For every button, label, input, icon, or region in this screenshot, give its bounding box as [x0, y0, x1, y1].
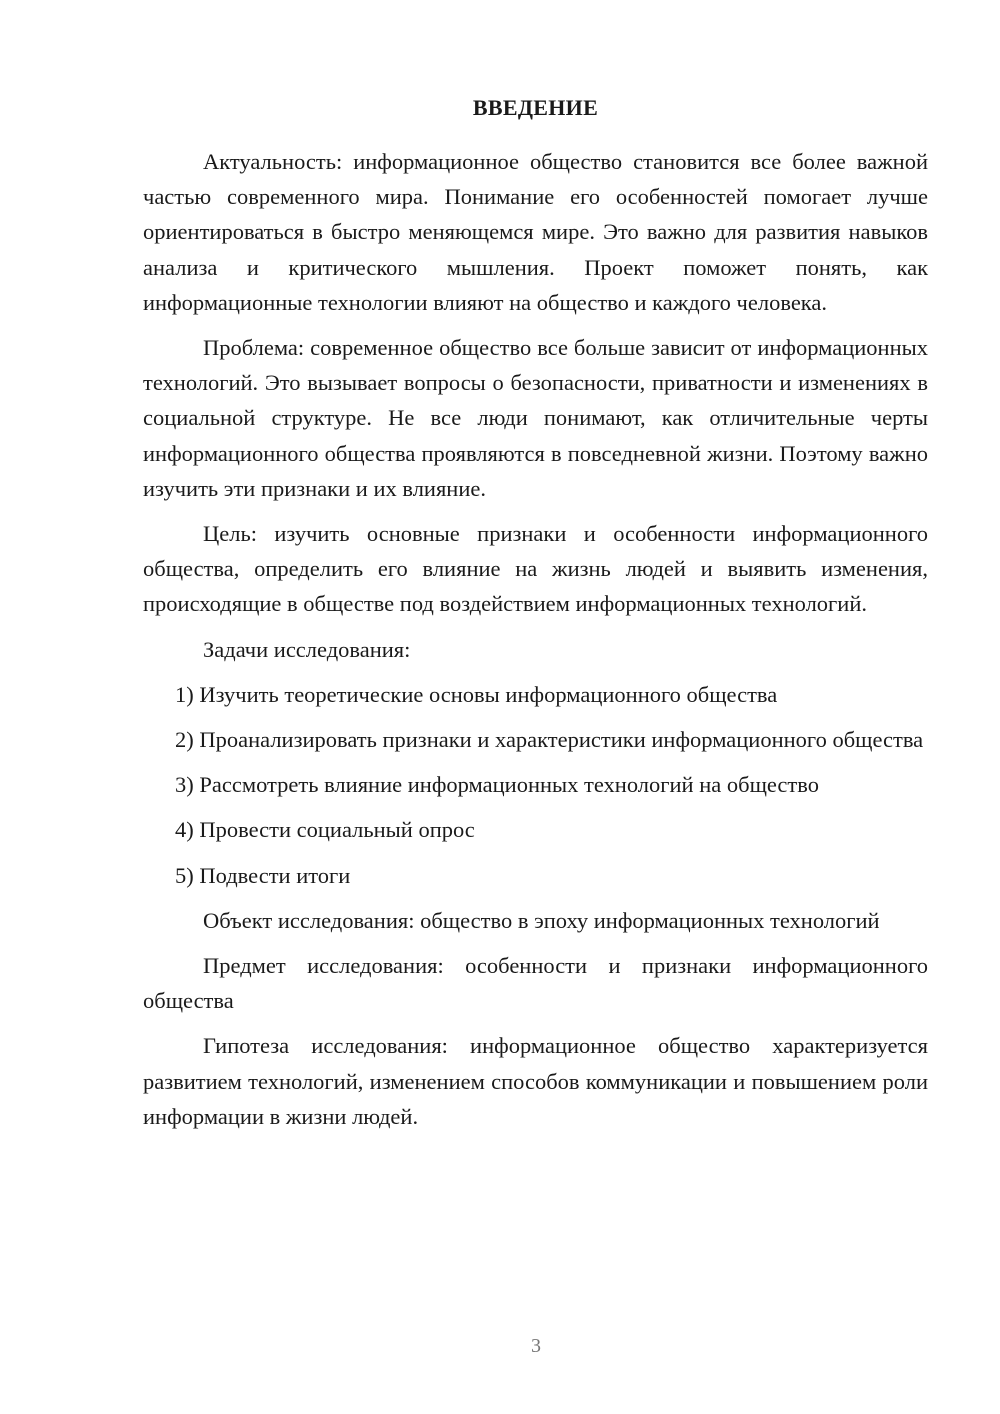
relevance-paragraph: Актуальность: информационное общество становится все более важной частью современного мира. Понимание его особенностей помогает лучше ориентироваться в быстро меняющемся мире. Это важно для развития навыков анализа и критического мышления. Проект поможет понять, как информационные технологии влияют на общество и каждого человека.	[143, 149, 928, 315]
task-item-4: 4) Провести социальный опрос	[175, 817, 475, 843]
task-item-5: 5) Подвести итоги	[175, 862, 351, 888]
task-item-2: 2) Проанализировать признаки и характеристики информационного общества	[175, 727, 924, 753]
page-title: ВВЕДЕНИЕ	[472, 95, 599, 120]
task-item-1: 1) Изучить теоретические основы информационного общества	[175, 681, 778, 707]
subject-paragraph: Предмет исследования: особенности и признаки информационного общества	[143, 953, 928, 1014]
document-page	[143, 92, 928, 1144]
goal-paragraph: Цель: изучить основные признаки и особенности информационного общества, определить его влияние на жизнь людей и выявить изменения, происходящие в обществе под воздействием информационных технологий.	[143, 521, 928, 617]
hypothesis-paragraph: Гипотеза исследования: информационное общество характеризуется развитием технологий, изменением способов коммуникации и повышением роли информации в жизни людей.	[143, 1033, 928, 1129]
task-item-3: 3) Рассмотреть влияние информационных технологий на общество	[175, 772, 819, 798]
problem-paragraph: Проблема: современное общество все больше зависит от информационных технологий. Это вызывает вопросы о безопасности, приватности и изменениях в социальной структуре. Не все люди понимают, как отличительные черты информационного общества проявляются в повседневной жизни. Поэтому важно изучить эти признаки и их влияние.	[143, 335, 928, 501]
object-paragraph: Объект исследования: общество в эпоху информационных технологий	[203, 907, 880, 933]
page-number: 3	[531, 1335, 541, 1357]
tasks-heading: Задачи исследования:	[203, 636, 411, 662]
